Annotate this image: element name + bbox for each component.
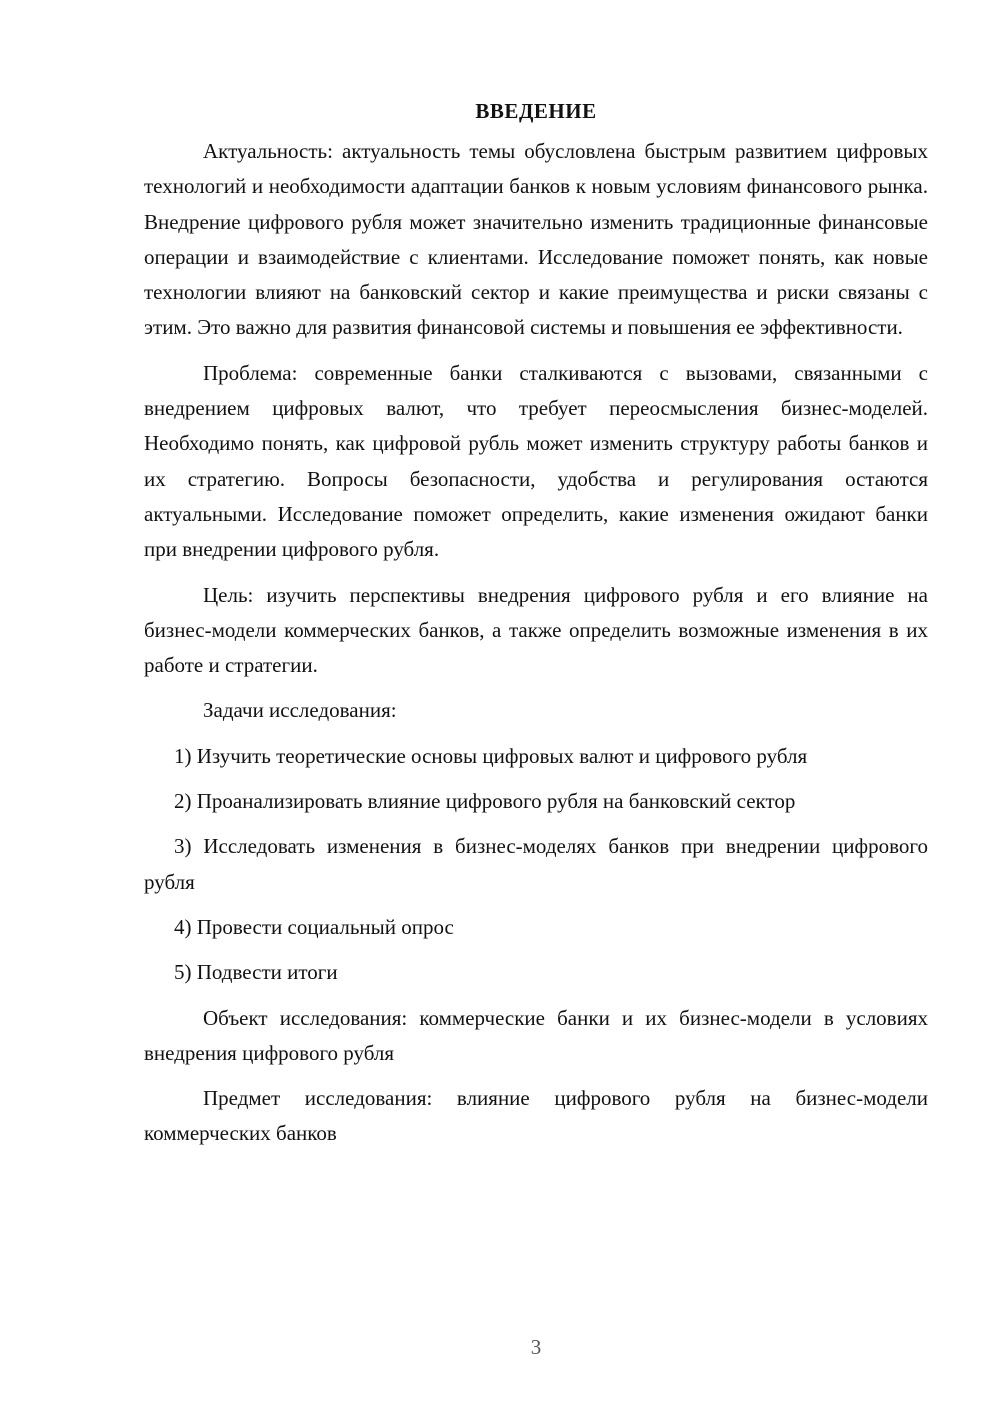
page-number: 3 — [530, 1335, 542, 1359]
task-item-2: 2) Проанализировать влияние цифрового рубля на банковский сектор — [174, 789, 796, 814]
paragraph-goal: Цель: изучить перспективы внедрения цифрового рубля и его влияние на бизнес-модели коммерческих банков, а также определить возможные изменения в их работе и стратегии. — [144, 582, 928, 678]
paragraph-subject: Предмет исследования: влияние цифрового рубля на бизнес-модели коммерческих банков — [144, 1086, 928, 1146]
task-item-3: 3) Исследовать изменения в бизнес-моделях банков при внедрении цифрового рубля — [144, 834, 928, 894]
page-content — [144, 96, 928, 1152]
paragraph-problem: Проблема: современные банки сталкиваются с вызовами, связанными с внедрением цифровых валют, что требует переосмысления бизнес-моделей. Необходимо понять, как цифровой рубль может изменить структуру работы банков и их стратегию. Вопросы безопасности, удобства и регулирования остаются актуальными. Исследование поможет определить, какие изменения ожидают банки при внедрении цифрового рубля. — [144, 360, 928, 562]
paragraph-object: Объект исследования: коммерческие банки и их бизнес-модели в условиях внедрения цифрового рубля — [144, 1005, 928, 1065]
tasks-heading: Задачи исследования: — [203, 698, 397, 723]
page-title: ВВЕДЕНИЕ — [475, 99, 597, 123]
task-item-5: 5) Подвести итоги — [174, 960, 338, 985]
paragraph-relevance: Актуальность: актуальность темы обусловлена быстрым развитием цифровых технологий и необходимости адаптации банков к новым условиям финансового рынка. Внедрение цифрового рубля может значительно изменить традиционные финансовые операции и взаимодействие с клиентами. Исследование поможет понять, как новые технологии влияют на банковский сектор и какие преимущества и риски связаны с этим. Это важно для развития финансовой системы и повышения ее эффективности. — [144, 139, 928, 340]
task-item-1: 1) Изучить теоретические основы цифровых валют и цифрового рубля — [174, 743, 808, 768]
task-item-4: 4) Провести социальный опрос — [174, 914, 454, 939]
